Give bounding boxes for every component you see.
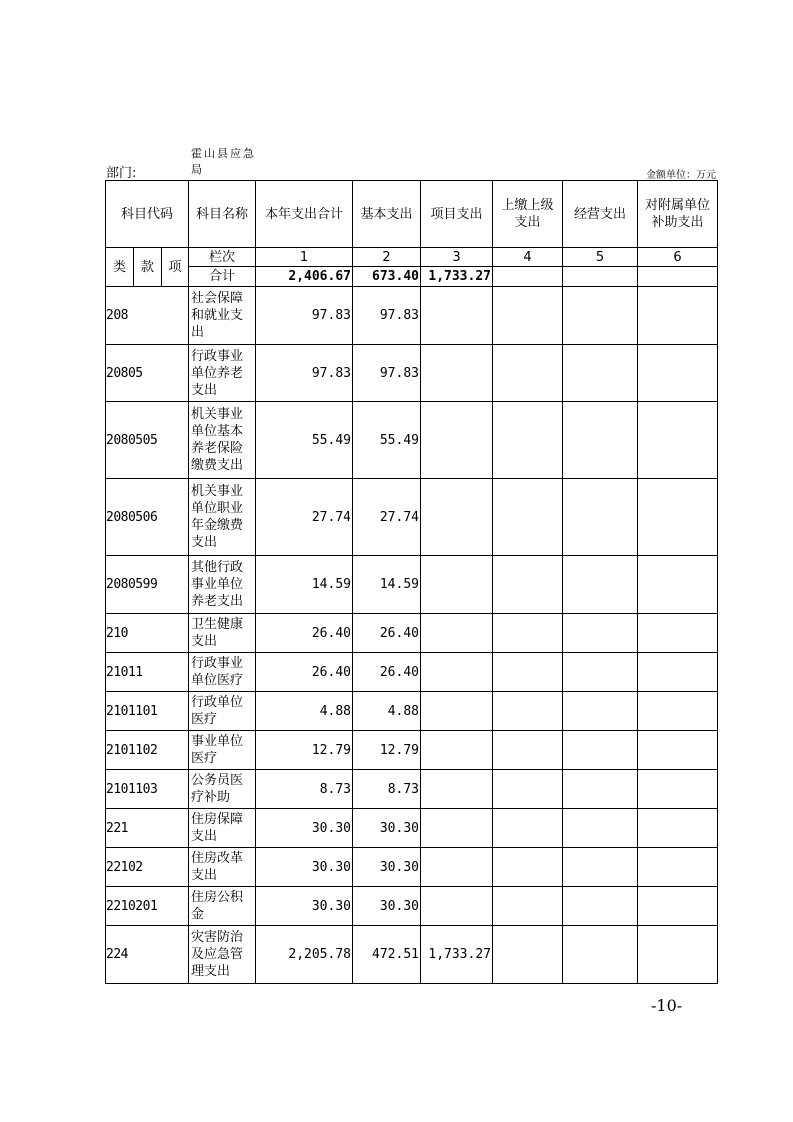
sum-project: 1,733.27 [421,267,493,287]
table-row [106,692,718,731]
row-code: 22102 [106,848,189,887]
row-code: 2101102 [106,731,189,770]
col-number-2: 2 [353,248,421,267]
column-number-row [106,248,718,267]
col-header-project: 项目支出 [421,181,493,248]
row-name: 行政事业单位养老支出 [189,345,256,402]
department-name: 霍山县应急局 [191,147,256,176]
col-number-5: 5 [563,248,638,267]
sum-label: 合计 [189,267,256,287]
row-total: 4.88 [256,692,353,731]
page-number: -10- [651,996,683,1015]
row-project [421,402,493,479]
row-code: 221 [106,809,189,848]
sum-basic: 673.40 [353,267,421,287]
col-header-total: 本年支出合计 [256,181,353,248]
table-row [106,614,718,653]
row-code: 2080506 [106,479,189,556]
row-basic: 12.79 [353,731,421,770]
row-total: 55.49 [256,402,353,479]
row-total: 8.73 [256,770,353,809]
row-project [421,731,493,770]
row-total: 30.30 [256,809,353,848]
col-header-name: 科目名称 [189,181,256,248]
col-header-business: 经营支出 [563,181,638,248]
row-total: 14.59 [256,556,353,614]
row-basic: 4.88 [353,692,421,731]
row-name: 事业单位医疗 [189,731,256,770]
sum-total: 2,406.67 [256,267,353,287]
row-project [421,653,493,692]
row-project [421,809,493,848]
row-name: 灾害防治及应急管理支出 [189,926,256,984]
header-row [106,181,718,248]
col-header-xiang: 项 [162,248,189,287]
row-basic: 30.30 [353,809,421,848]
row-total: 12.79 [256,731,353,770]
table-row [106,848,718,887]
row-name: 住房改革支出 [189,848,256,887]
table-row [106,345,718,402]
row-name: 住房保障支出 [189,809,256,848]
row-code: 2101101 [106,692,189,731]
table-row [106,653,718,692]
sum-row [106,267,718,287]
amount-unit: 金额单位：万元 [646,170,716,181]
table-row [106,809,718,848]
row-project [421,887,493,926]
row-name: 公务员医疗补助 [189,770,256,809]
row-total: 27.74 [256,479,353,556]
row-basic: 30.30 [353,848,421,887]
row-project [421,287,493,345]
col-header-lei: 类 [106,248,134,287]
row-code: 2080599 [106,556,189,614]
row-basic: 97.83 [353,345,421,402]
row-project [421,692,493,731]
col-header-upper: 上缴上级支出 [501,198,554,230]
table-row [106,556,718,614]
row-code: 208 [106,287,189,345]
row-name: 机关事业单位基本养老保险缴费支出 [189,402,256,479]
table-row [106,887,718,926]
col-number-6: 6 [638,248,718,267]
col-header-lanci: 栏次 [189,248,256,267]
row-basic: 8.73 [353,770,421,809]
row-total: 30.30 [256,848,353,887]
row-basic: 27.74 [353,479,421,556]
table-row [106,287,718,345]
col-header-basic: 基本支出 [353,181,421,248]
row-project [421,848,493,887]
row-code: 210 [106,614,189,653]
row-name: 机关事业单位职业年金缴费支出 [189,479,256,556]
row-project [421,614,493,653]
row-project [421,556,493,614]
row-basic: 26.40 [353,614,421,653]
col-number-4: 4 [493,248,563,267]
row-project [421,770,493,809]
col-header-code: 科目代码 [106,181,189,248]
row-name: 卫生健康支出 [189,614,256,653]
row-basic: 26.40 [353,653,421,692]
row-total: 97.83 [256,287,353,345]
row-basic: 55.49 [353,402,421,479]
row-code: 20805 [106,345,189,402]
row-name: 行政事业单位医疗 [189,653,256,692]
row-total: 26.40 [256,614,353,653]
row-basic: 30.30 [353,887,421,926]
row-code: 2101103 [106,770,189,809]
table-row [106,926,718,984]
row-total: 97.83 [256,345,353,402]
col-header-subsidy: 对附属单位补助支出 [644,198,710,230]
table-row [106,402,718,479]
row-name: 其他行政事业单位养老支出 [189,556,256,614]
row-code: 21011 [106,653,189,692]
row-code: 2210201 [106,887,189,926]
row-total: 30.30 [256,887,353,926]
expenditure-table [105,180,718,984]
row-project: 1,733.27 [421,926,493,984]
row-basic: 472.51 [353,926,421,984]
row-basic: 14.59 [353,556,421,614]
table-row [106,770,718,809]
row-name: 行政单位医疗 [189,692,256,731]
row-code: 2080505 [106,402,189,479]
table-row [106,479,718,556]
department-label: 部门: [106,166,137,181]
row-name: 社会保障和就业支出 [189,287,256,345]
row-basic: 97.83 [353,287,421,345]
row-total: 2,205.78 [256,926,353,984]
table-row [106,731,718,770]
row-project [421,479,493,556]
row-total: 26.40 [256,653,353,692]
col-header-kuan: 款 [134,248,162,287]
col-number-1: 1 [256,248,353,267]
row-project [421,345,493,402]
col-number-3: 3 [421,248,493,267]
row-name: 住房公积金 [189,887,256,926]
row-code: 224 [106,926,189,984]
